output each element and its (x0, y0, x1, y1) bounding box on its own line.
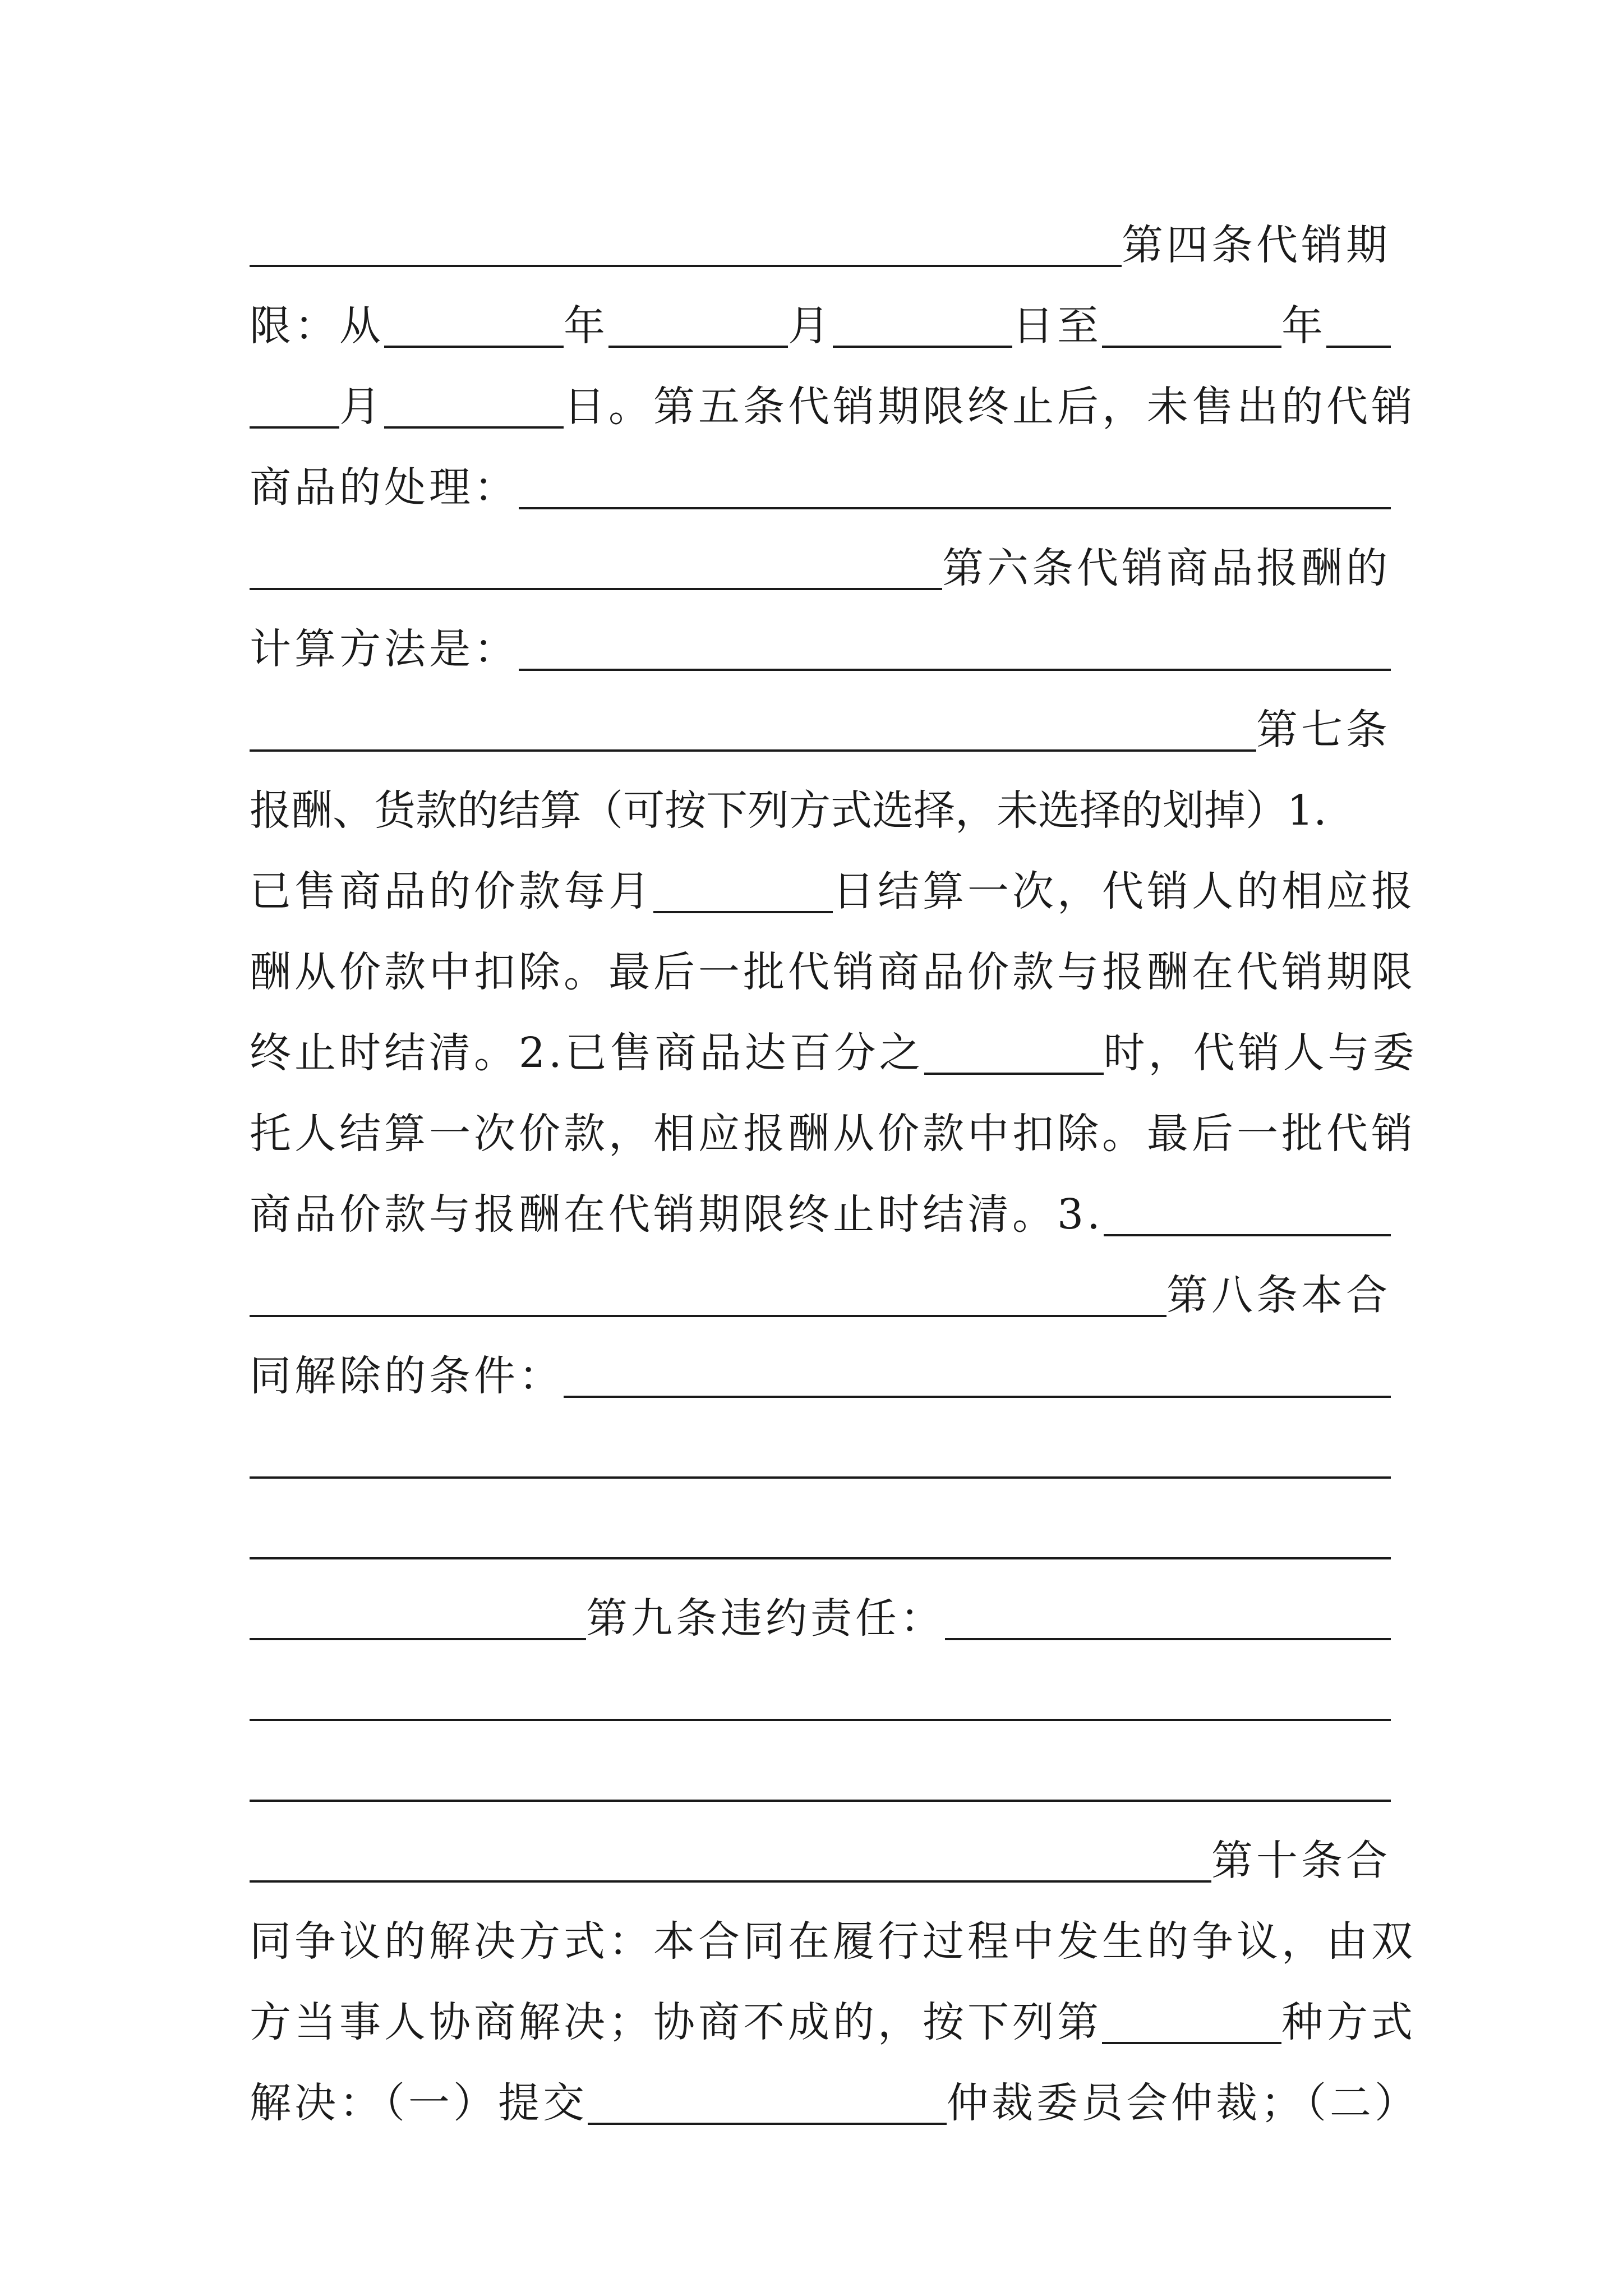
fill-blank (945, 1638, 1391, 1640)
doc-line (250, 1333, 1391, 1400)
fill-blank (1104, 1234, 1391, 1236)
doc-line (250, 1252, 1391, 1319)
fill-blank (1326, 346, 1391, 348)
doc-line (250, 767, 1391, 835)
text-segment: 年 (564, 302, 608, 350)
text-segment: 第十条合 (1211, 1837, 1391, 1885)
fill-blank (384, 426, 564, 429)
doc-line (250, 1656, 1391, 1723)
text-segment: 同争议的解决方式：本合同在履行过程中发生的争议，由双 (250, 1917, 1416, 1966)
fill-blank (653, 911, 833, 913)
fill-blank (250, 588, 942, 590)
doc-line (250, 1091, 1416, 1158)
text-segment: 日。第五条代销期限终止后，未售出的代销 (564, 383, 1416, 431)
doc-line (250, 1575, 1391, 1642)
text-segment: 商品的处理： (250, 463, 519, 512)
fill-blank (250, 1557, 1391, 1559)
doc-line (250, 1010, 1418, 1077)
doc-line (250, 444, 1391, 512)
doc-line (250, 283, 1391, 350)
text-segment: 第九条违约责任： (586, 1594, 945, 1642)
text-segment: 仲裁委员会仲裁；（二） (947, 2079, 1419, 2127)
fill-blank (924, 1073, 1104, 1075)
text-segment: 限：从 (250, 302, 384, 350)
doc-line (250, 2060, 1419, 2127)
text-segment: 解决：（一）提交 (250, 2079, 588, 2127)
fill-blank (250, 1800, 1391, 1802)
fill-blank (250, 1880, 1211, 1883)
fill-blank (1102, 346, 1281, 348)
text-segment: 同解除的条件： (250, 1352, 564, 1400)
fill-blank (250, 426, 339, 429)
text-segment: 商品价款与报酬在代销期限终止时结清。3. (250, 1190, 1104, 1239)
doc-line (250, 1414, 1391, 1481)
fill-blank (250, 1719, 1391, 1721)
text-segment: 第六条代销商品报酬的 (942, 544, 1391, 592)
doc-line (250, 364, 1416, 431)
text-segment: 计算方法是： (250, 625, 519, 673)
fill-blank (608, 346, 788, 348)
fill-blank (833, 346, 1012, 348)
text-segment: 酬从价款中扣除。最后一批代销商品价款与报酬在代销期限 (250, 948, 1416, 996)
fill-blank (519, 507, 1391, 509)
doc-line (250, 606, 1391, 673)
fill-blank (564, 1396, 1391, 1398)
fill-blank (250, 1476, 1391, 1479)
text-segment: 报酬、货款的结算（可按下列方式选择，未选择的划掉）1. (250, 786, 1327, 835)
doc-line (250, 929, 1416, 996)
text-segment: 年 (1281, 302, 1326, 350)
doc-line (250, 1171, 1391, 1239)
fill-blank (250, 749, 1256, 752)
doc-line (250, 1898, 1416, 1966)
doc-line (250, 202, 1391, 269)
text-segment: 已售商品的价款每月 (250, 867, 653, 915)
text-segment: 月 (788, 302, 833, 350)
text-segment: 时，代销人与委 (1103, 1029, 1418, 1077)
text-segment: 第四条代销期 (1122, 221, 1391, 269)
doc-line (250, 687, 1391, 754)
text-segment: 日结算一次，代销人的相应报 (833, 867, 1416, 915)
doc-line (250, 1979, 1416, 2046)
doc-line (250, 1494, 1391, 1562)
doc-line (250, 1737, 1391, 1804)
text-segment: 第八条本合 (1166, 1271, 1391, 1319)
text-segment: 终止时结清。2.已售商品达百分之 (250, 1029, 924, 1077)
text-segment: 方当事人协商解决；协商不成的，按下列第 (250, 1998, 1102, 2046)
text-segment: 月 (339, 383, 384, 431)
text-segment: 托人结算一次价款，相应报酬从价款中扣除。最后一批代销 (250, 1110, 1416, 1158)
fill-blank (250, 265, 1122, 267)
fill-blank (1102, 2042, 1281, 2044)
fill-blank (519, 669, 1391, 671)
doc-line (250, 525, 1391, 592)
fill-blank (384, 346, 564, 348)
fill-blank (250, 1638, 586, 1640)
text-segment: 日至 (1012, 302, 1102, 350)
fill-blank (250, 1315, 1166, 1317)
fill-blank (588, 2123, 947, 2125)
text-segment: 第七条 (1256, 706, 1391, 754)
doc-line (250, 1818, 1391, 1885)
doc-line (250, 848, 1416, 915)
text-segment: 种方式 (1281, 1998, 1416, 2046)
